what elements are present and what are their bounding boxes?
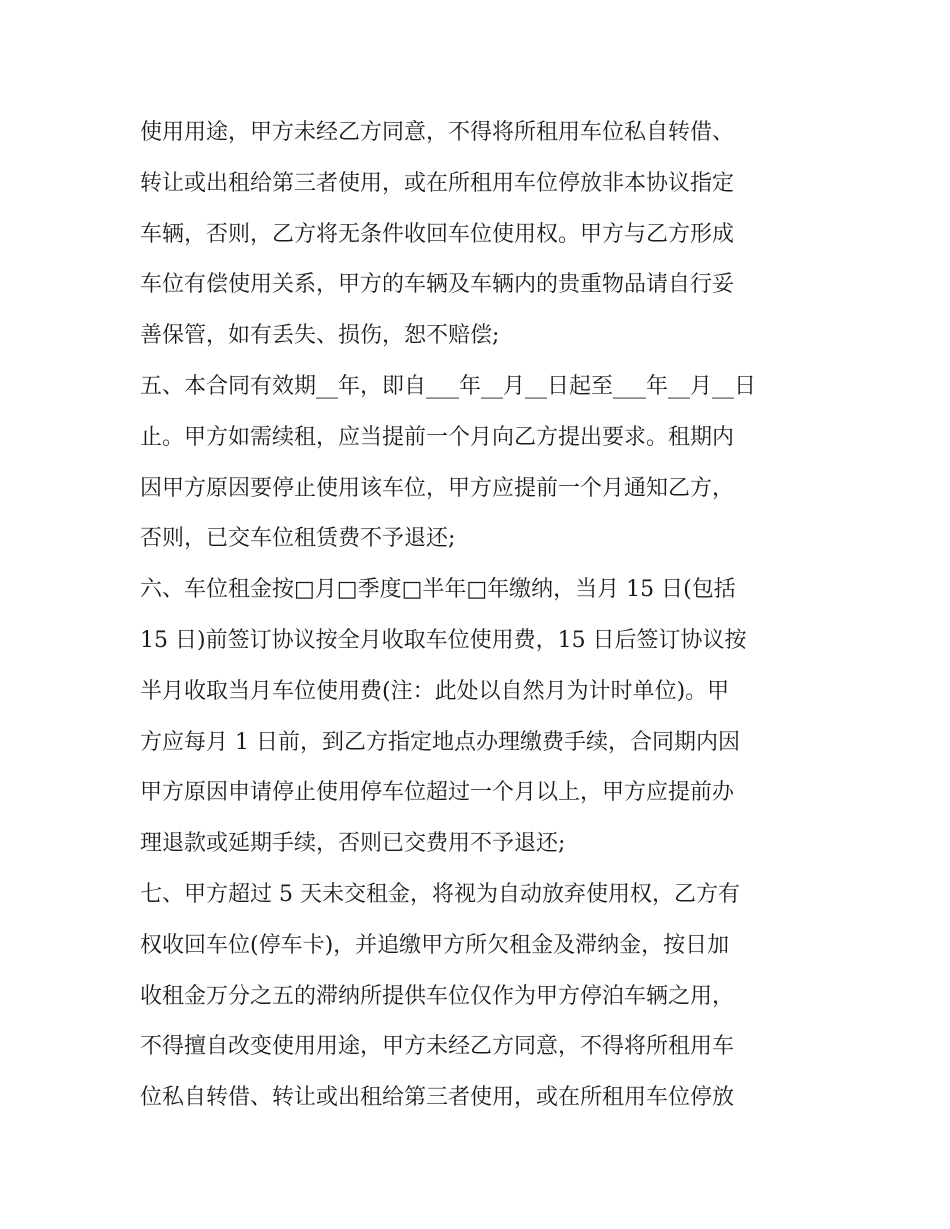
text-line: 收租金万分之五的滞纳所提供车位仅作为甲方停泊车辆之用， (140, 983, 735, 1009)
clause-five-line: 五、本合同有效期__年，即自___年__月__日起至___年__月__日 (140, 373, 757, 399)
text-line: 15 日)前签订协议按全月收取车位使用费，15 日后签订协议按 (140, 627, 747, 653)
text-line: 止。甲方如需续租，应当提前一个月向乙方提出要求。租期内 (140, 424, 735, 450)
clause-six-line: 六、车位租金按□月□季度□半年□年缴纳，当月 15 日(包括 (140, 577, 736, 603)
text-line: 位私自转借、转让或出租给第三者使用，或在所租用车位停放 (140, 1085, 735, 1111)
text-line: 否则，已交车位租赁费不予退还; (140, 526, 456, 552)
text-line: 因甲方原因要停止使用该车位，甲方应提前一个月通知乙方， (140, 475, 735, 501)
text-line: 使用用途，甲方未经乙方同意，不得将所租用车位私自转借、 (140, 120, 735, 145)
text-line: 理退款或延期手续，否则已交费用不予退还; (140, 831, 566, 857)
text-line: 甲方原因申请停止使用停车位超过一个月以上，甲方应提前办 (140, 780, 735, 806)
text-line: 转让或出租给第三者使用，或在所租用车位停放非本协议指定 (140, 170, 735, 196)
text-line: 不得擅自改变使用用途，甲方未经乙方同意，不得将所租用车 (140, 1034, 735, 1060)
text-line: 权收回车位(停车卡)，并追缴甲方所欠租金及滞纳金，按日加 (140, 932, 730, 958)
contract-text (140, 108, 820, 1124)
text-line: 善保管，如有丢失、损伤，恕不赔偿; (140, 323, 500, 349)
text-line: 方应每月 1 日前，到乙方指定地点办理缴费手续，合同期内因 (140, 729, 740, 755)
text-line: 车位有偿使用关系，甲方的车辆及车辆内的贵重物品请自行妥 (140, 272, 735, 298)
text-line: 半月收取当月车位使用费(注：此处以自然月为计时单位)。甲 (140, 678, 730, 704)
text-line: 车辆，否则，乙方将无条件收回车位使用权。甲方与乙方形成 (140, 221, 735, 247)
clause-seven-line: 七、甲方超过 5 天未交租金，将视为自动放弃使用权，乙方有 (140, 881, 740, 907)
